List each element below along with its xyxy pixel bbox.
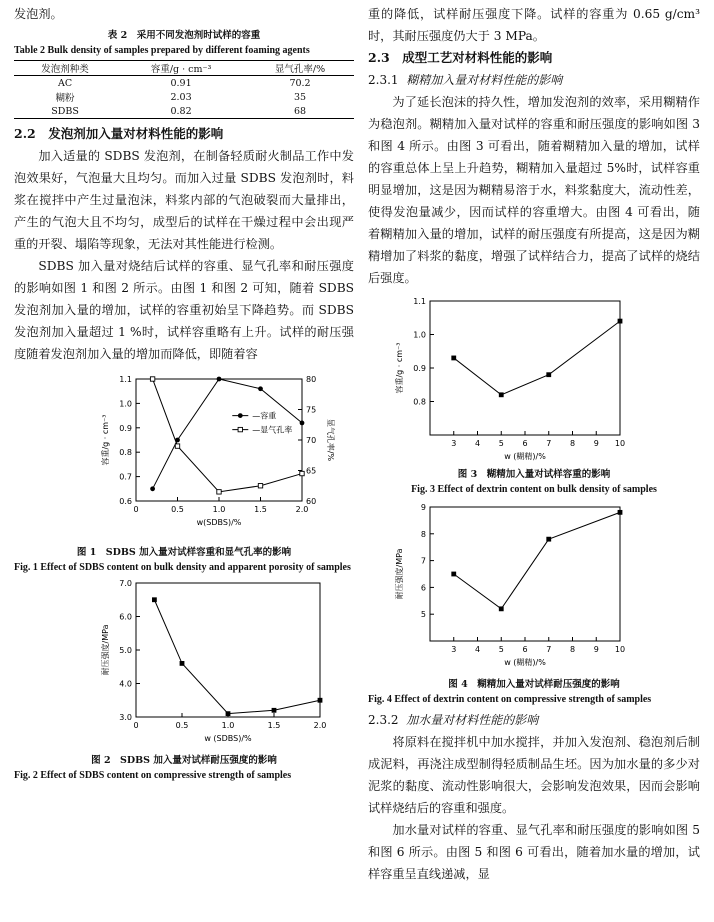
figure-caption-cn: 图 2 SDBS 加入量对试样耐压强度的影响 — [91, 755, 277, 766]
x-tick-label: 0.5 — [171, 505, 184, 514]
x-tick-label: 8 — [569, 645, 576, 654]
data-point — [226, 711, 231, 716]
legend-label: —显气孔率 — [252, 425, 293, 435]
x-tick-label: 0 — [133, 721, 139, 730]
x-tick-label: 7 — [546, 439, 552, 448]
data-point — [175, 444, 179, 448]
figure-3-chart — [368, 291, 700, 463]
data-point — [180, 661, 185, 666]
x-tick-label: 10 — [614, 645, 626, 654]
y-tick-label: 1.1 — [413, 297, 426, 306]
x-axis-label: w(SDBS)/% — [196, 518, 242, 527]
subsection-title: 加水量对材料性能的影响 — [406, 713, 539, 727]
legend-marker — [238, 427, 242, 431]
y2-axis-label: 显气孔率/% — [326, 418, 335, 462]
y-tick-label: 7 — [420, 556, 426, 566]
data-point — [451, 572, 456, 577]
x-tick-label: 9 — [593, 645, 599, 654]
series-line — [454, 512, 620, 608]
figure-caption-cn: 图 3 糊精加入量对试样容重的影响 — [457, 469, 611, 480]
left-column — [14, 0, 354, 783]
plot-frame — [430, 301, 620, 435]
data-point — [499, 392, 504, 397]
figure-caption-en: Fig. 1 Effect of SDBS content on bulk density and apparent porosity of samples — [14, 562, 351, 573]
x-tick-label: 1.0 — [212, 505, 226, 514]
figure-4-chart — [368, 501, 700, 673]
body-paragraph: SDBS 加入量对烧结后试样的容重、显气孔率和耐压强度的影响如图 1 和图 2 所示。由图 1 和图 2 可知，随着 SDBS 发泡剂加入量的增加，试样的容重初始呈下降趋势。而 SDBS 发泡剂加入量超过 1 %时，试样容重略有上升。试样的耐压强度随着发泡剂加入量的增加而降低，即随着容 — [14, 259, 354, 361]
table-cell: SDBS — [51, 105, 79, 117]
x-axis-label: w (SDBS)/% — [204, 734, 252, 743]
figure-caption-cn: 图 1 SDBS 加入量对试样容重和显气孔率的影响 — [76, 547, 292, 558]
table-cell: 0.82 — [170, 105, 192, 117]
table-header: 显气孔率/% — [274, 64, 326, 75]
table-cell: 68 — [293, 105, 307, 117]
figure-caption-cn: 图 4 糊精加入量对试样耐压强度的影响 — [448, 679, 620, 690]
data-point — [318, 698, 323, 703]
y-tick-label: 9 — [420, 503, 426, 512]
table-header: 发泡剂种类 — [41, 64, 89, 75]
x-tick-label: 1.0 — [221, 721, 235, 730]
table-row — [14, 104, 354, 119]
y-tick-label: 5 — [420, 610, 426, 620]
y-tick-label: 1.1 — [119, 375, 132, 384]
series-line — [454, 321, 620, 395]
data-point — [258, 484, 262, 488]
body-paragraph: 为了延长泡沫的持久性，增加发泡剂的效率，采用糊精作为稳泡剂。糊精加入量对试样的容重和耐压强度的影响如图 3 和图 4 所示。由图 3 可看出，随着糊精加入量的增加，试样的容重总体上呈上升趋势，糊精加入量超过 5%时，试样容重明显增加，这是因为糊精易溶于水，料浆黏度大，流动性差，使得发泡量减少，因而试样的容重增大。由图 4 可看出，随着糊精加入量的增加，试样的耐压强度有所提高，这是因为糊精增加了料浆的黏度，增强了试样结合力，提高了试样的烧结后强度。 — [368, 95, 700, 285]
y2-tick-label: 65 — [306, 466, 317, 476]
x-tick-label: 4 — [474, 439, 481, 448]
x-tick-label: 5 — [498, 439, 504, 448]
x-tick-label: 3 — [451, 439, 457, 448]
figure-caption-en: Fig. 4 Effect of dextrin content on compressive strength of samples — [368, 694, 652, 705]
figure-1-chart — [14, 371, 354, 539]
data-point — [150, 486, 155, 491]
text-line: 发泡剂。 — [14, 7, 63, 21]
data-point — [150, 377, 154, 381]
figure-caption-en: Fig. 3 Effect of dextrin content on bulk density of samples — [411, 484, 657, 495]
y-tick-label: 3.0 — [119, 713, 132, 722]
x-axis-label: w (糊精)/% — [504, 452, 546, 461]
y-tick-label: 0.9 — [119, 423, 132, 433]
y2-tick-label: 75 — [306, 405, 317, 415]
subsection-title: 糊精加入量对材料性能的影响 — [406, 73, 563, 87]
body-paragraph: 加入适量的 SDBS 发泡剂，在制备轻质耐火制品工作中发泡效果好，气泡量大且均匀。而加入过量 SDBS 发泡剂时，料浆在搅拌中产生过量泡沫，料浆内部的气泡破裂而大量排出，产生的气泡大且不均匀，成型后的试样在干燥过程中会出现严重的开裂、塌陷等现象，无法对其性能进行检测。 — [14, 149, 354, 251]
section-heading: 2.3 成型工艺对材料性能的影响 — [368, 50, 553, 65]
series-line — [153, 379, 302, 492]
bulk-density-table — [14, 60, 354, 119]
y-tick-label: 6.0 — [119, 612, 132, 622]
y-tick-label: 1.0 — [119, 399, 132, 409]
legend-marker — [238, 413, 243, 418]
table-header-row — [14, 61, 354, 76]
data-point — [258, 386, 263, 391]
data-point — [217, 490, 221, 494]
y-tick-label: 0.6 — [119, 497, 132, 506]
x-tick-label: 7 — [546, 645, 552, 654]
subsection-heading — [368, 69, 700, 91]
body-paragraph: 重的降低，试样耐压强度下降。试样的容重为 0.65 g/cm³ 时，其耐压强度仍大于 3 MPa。 — [368, 7, 700, 43]
subsection-number: 2.3.1 — [368, 73, 399, 87]
y-tick-label: 0.9 — [413, 364, 426, 373]
x-tick-label: 0.5 — [175, 721, 189, 730]
right-column — [368, 0, 700, 885]
table-caption-cn: 表 2 采用不同发泡剂时试样的容重 — [107, 30, 261, 41]
section-heading: 2.2 发泡剂加入量对材料性能的影响 — [14, 126, 224, 141]
data-point — [499, 606, 504, 611]
data-point — [546, 537, 551, 542]
table-cell: 70.2 — [289, 77, 311, 89]
y2-tick-label: 70 — [306, 436, 317, 445]
data-point — [618, 510, 623, 515]
x-tick-label: 2.0 — [295, 505, 309, 514]
x-tick-label: 2.0 — [313, 721, 327, 730]
plot-frame — [136, 379, 302, 501]
y-axis-label: 耐压强度/MPa — [395, 548, 404, 600]
y-axis-label: 耐压强度/MPa — [101, 624, 110, 676]
y-axis-label: 容重/g · cm⁻³ — [101, 414, 110, 466]
y-tick-label: 7.0 — [119, 579, 132, 588]
series-line — [154, 600, 320, 714]
y-tick-label: 1.0 — [413, 330, 426, 340]
y-axis-label: 容重/g · cm⁻³ — [395, 342, 404, 394]
subsection-number: 2.3.2 — [368, 713, 399, 727]
table-cell: 糊粉 — [55, 93, 75, 104]
x-tick-label: 8 — [569, 439, 576, 448]
y-tick-label: 8 — [420, 529, 426, 539]
table-row — [14, 76, 354, 91]
body-paragraph: 将原料在搅拌机中加水搅拌，并加入发泡剂、稳泡剂后制成泥料，再浇注成型制得轻质制品生坯。因为加水量的多少对泥浆的黏度、流动性影响很大，会影响发泡效果，因而会影响试样烧结后的容重和强度。 — [368, 735, 700, 815]
table-cell: 2.03 — [170, 91, 192, 103]
data-point — [272, 708, 277, 713]
x-tick-label: 10 — [614, 439, 626, 448]
x-tick-label: 6 — [522, 439, 528, 448]
figure-caption-en: Fig. 2 Effect of SDBS content on compressive strength of samples — [14, 770, 292, 781]
figure-2-chart — [14, 579, 354, 749]
y-tick-label: 0.8 — [119, 448, 132, 458]
data-point — [152, 597, 157, 602]
data-point — [451, 356, 456, 361]
y-tick-label: 6 — [420, 583, 426, 593]
data-point — [546, 372, 551, 377]
subsection-heading — [368, 709, 700, 731]
plot-frame — [136, 583, 320, 717]
body-paragraph: 加水量对试样的容重、显气孔率和耐压强度的影响如图 5 和图 6 所示。由图 5 和图 6 可看出，随着加水量的增加，试样容重呈直线递减，显 — [368, 823, 700, 881]
data-point — [217, 377, 222, 382]
table-cell: AC — [57, 77, 73, 89]
y-tick-label: 0.8 — [413, 397, 426, 407]
y-tick-label: 4.0 — [119, 679, 132, 689]
x-tick-label: 5 — [498, 645, 504, 654]
y-tick-label: 0.7 — [119, 472, 132, 482]
x-tick-label: 6 — [522, 645, 528, 654]
x-axis-label: w (糊精)/% — [504, 658, 546, 667]
x-tick-label: 1.5 — [254, 505, 267, 514]
data-point — [300, 471, 304, 475]
table-cell: 0.91 — [170, 77, 192, 89]
data-point — [300, 421, 305, 426]
x-tick-label: 4 — [474, 645, 481, 654]
y2-tick-label: 60 — [306, 497, 317, 506]
x-tick-label: 9 — [593, 439, 599, 448]
table-caption-en: Table 2 Bulk density of samples prepared by different foaming agents — [14, 45, 310, 56]
y-tick-label: 5.0 — [119, 646, 132, 655]
legend-label: —容重 — [252, 411, 277, 421]
table-row — [14, 90, 354, 104]
table-cell: 35 — [293, 91, 307, 103]
x-tick-label: 0 — [133, 505, 139, 514]
x-tick-label: 3 — [451, 645, 457, 654]
data-point — [618, 319, 623, 324]
table-header: 容重/g · cm⁻³ — [150, 64, 212, 75]
y2-tick-label: 80 — [306, 375, 317, 384]
x-tick-label: 1.5 — [267, 721, 281, 730]
